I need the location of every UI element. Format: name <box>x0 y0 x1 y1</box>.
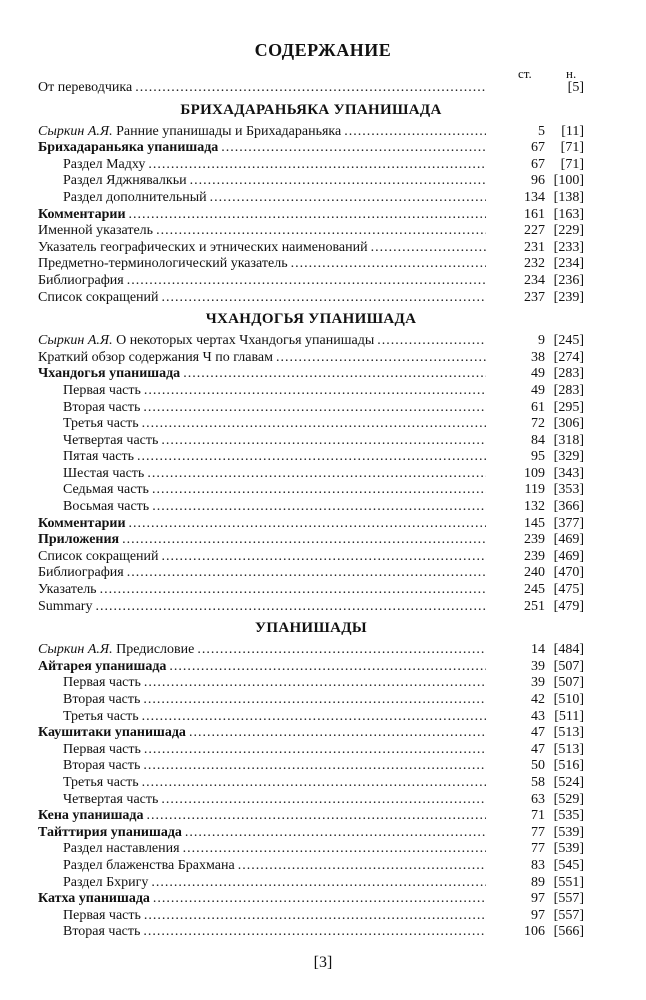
toc-entry-original-page: [234] <box>553 256 584 272</box>
dot-leader <box>144 383 486 400</box>
toc-entry-text: Комментарии <box>38 515 126 531</box>
toc-entry-title <box>63 466 144 483</box>
section-heading: УПАНИШАДЫ <box>255 620 367 637</box>
toc-entry-page: 232 <box>524 256 545 272</box>
toc-entry <box>38 775 584 792</box>
dot-leader <box>156 223 486 240</box>
toc-entry-page: 58 <box>531 774 545 790</box>
toc-entry-original-page: [11] <box>561 123 584 139</box>
toc-entry-original-page: [545] <box>553 857 584 873</box>
toc-entry-original-page: [469] <box>553 548 584 564</box>
toc-entry <box>38 709 584 726</box>
toc-entry-text: Summary <box>38 598 93 614</box>
toc-entry <box>38 223 584 240</box>
toc-entry <box>38 449 584 466</box>
toc-entry-page: 67 <box>531 156 545 172</box>
toc-entry-original-page: [274] <box>553 349 584 365</box>
toc-entry <box>38 240 584 257</box>
toc-entry-page: 49 <box>531 366 545 382</box>
toc-entry <box>38 875 584 892</box>
toc-entry-text: Список сокращений <box>38 289 159 305</box>
toc-entry <box>38 516 584 533</box>
toc-entry <box>38 532 584 549</box>
toc-entry-title <box>38 532 119 549</box>
toc-entry-page: 77 <box>531 824 545 840</box>
toc-entry <box>38 758 584 775</box>
toc-entry-title <box>63 875 148 892</box>
toc-entry <box>38 549 584 566</box>
toc-entry-title <box>38 808 144 825</box>
toc-entry-title <box>63 499 149 516</box>
toc-entry-title <box>63 675 141 692</box>
dot-leader <box>210 190 486 207</box>
toc-entry-page: 96 <box>531 173 545 189</box>
toc-entry-text: Указатель географических и этнических наименований <box>38 239 368 255</box>
dot-leader <box>122 532 486 549</box>
toc-entry-text: Пятая часть <box>63 449 134 465</box>
toc-entry-text: Раздел Мадху <box>63 156 146 172</box>
dot-leader <box>377 333 486 350</box>
toc-entry-text: Вторая часть <box>63 692 141 707</box>
dot-leader <box>344 124 486 141</box>
dot-leader <box>151 875 486 892</box>
toc-entry-text: Ранние упанишады и Брихадараньяка <box>112 123 342 139</box>
dot-leader <box>152 499 486 516</box>
toc-entry-title <box>38 516 126 533</box>
toc-entry-page: 234 <box>524 272 545 288</box>
toc-entry <box>38 742 584 759</box>
toc-entry-title <box>38 124 341 141</box>
toc-entry-page: 109 <box>524 465 545 481</box>
toc-entry-page: 43 <box>531 708 545 724</box>
toc-entry-page: 245 <box>524 582 545 598</box>
toc-entry-title <box>63 792 158 809</box>
toc-entry-page: 9 <box>538 333 545 349</box>
toc-entry-text: Третья часть <box>63 708 139 724</box>
dot-leader <box>183 366 486 383</box>
toc-entry-original-page: [239] <box>553 289 584 305</box>
toc-entry-text: Указатель <box>38 582 97 598</box>
toc-entry-title <box>38 565 124 582</box>
dot-leader <box>143 400 486 417</box>
dot-leader <box>148 157 486 174</box>
toc-entry-author: Сыркин А.Я. <box>38 642 113 658</box>
toc-entry-page: 161 <box>524 206 545 222</box>
toc-entry <box>38 290 584 307</box>
toc-entry-original-page: [245] <box>553 333 584 349</box>
column-header-page: ст. <box>518 66 532 81</box>
toc-entry-original-page: [479] <box>553 598 584 614</box>
toc-entry <box>38 466 584 483</box>
toc-entry-page: 5 <box>538 123 545 139</box>
dot-leader <box>129 516 486 533</box>
toc-entry-page: 39 <box>531 675 545 691</box>
toc-entry-text: Кена упанишада <box>38 808 144 824</box>
toc-entry-text: Раздел наставления <box>63 841 180 857</box>
toc-entry-original-page: [557] <box>553 907 584 923</box>
dot-leader <box>152 482 486 499</box>
toc-entry-text: Катха упанишада <box>38 891 150 907</box>
toc-entry-title <box>63 190 207 207</box>
toc-entry-original-page: [469] <box>553 532 584 548</box>
toc-entry-title <box>38 290 159 307</box>
toc-entry-page: 145 <box>524 515 545 531</box>
toc-entry-original-page: [71] <box>560 140 584 156</box>
toc-entry-text: Раздел Яджнявалкьи <box>63 173 187 189</box>
toc-entry-page: 251 <box>524 598 545 614</box>
toc-entry-text: Тайттирия упанишада <box>38 824 182 840</box>
toc-entry-original-page: [295] <box>553 399 584 415</box>
toc-entry-original-page: [138] <box>553 189 584 205</box>
toc-entry-page: 67 <box>531 140 545 156</box>
toc-entry <box>38 124 584 141</box>
dot-leader <box>137 449 486 466</box>
toc-entry-text: Третья часть <box>63 774 139 790</box>
toc-entry-text: Вторая часть <box>63 399 141 415</box>
toc-entry-title <box>63 742 141 759</box>
toc-entry-original-page: [5] <box>567 80 584 95</box>
toc-entry-page: 134 <box>524 189 545 205</box>
toc-entry-text: Каушитаки упанишада <box>38 725 186 741</box>
toc-entry-title <box>63 858 235 875</box>
toc-entry <box>38 256 584 273</box>
toc-entry-page: 231 <box>524 239 545 255</box>
toc-entry-original-page: [100] <box>553 173 584 189</box>
toc-entry-text: Библиография <box>38 565 124 581</box>
toc-entry-title <box>38 223 153 240</box>
toc-entry <box>38 792 584 809</box>
toc-entry-title <box>38 825 182 842</box>
toc-entry-original-page: [306] <box>553 416 584 432</box>
toc-entry-title <box>38 659 166 676</box>
toc-entry-text: Раздел дополнительный <box>63 189 207 205</box>
dot-leader <box>185 825 486 842</box>
toc-entry-page: 97 <box>531 907 545 923</box>
toc-entry-author: Сыркин А.Я. <box>38 333 113 349</box>
toc-entry-original-page: [229] <box>553 223 584 239</box>
dot-leader <box>143 692 486 709</box>
toc-entry-original-page: [233] <box>553 239 584 255</box>
dot-leader <box>144 675 486 692</box>
dot-leader <box>144 908 486 925</box>
toc-entry-original-page: [343] <box>553 465 584 481</box>
toc-entry-text: Комментарии <box>38 206 126 222</box>
toc-entry <box>38 157 584 174</box>
toc-entry-title <box>63 924 140 941</box>
dot-leader <box>291 256 486 273</box>
toc-entry-title <box>63 482 149 499</box>
toc-entry-title <box>38 599 92 616</box>
toc-entry-title <box>38 725 186 742</box>
toc-entry <box>38 80 584 97</box>
toc-entry-original-page: [163] <box>553 206 584 222</box>
toc-entry-text: Шестая часть <box>63 465 145 481</box>
toc-entry <box>38 173 584 190</box>
toc-entry-original-page: [71] <box>560 156 584 172</box>
toc-entry-original-page: [566] <box>553 924 584 940</box>
dot-leader <box>371 240 486 257</box>
toc-entry-title <box>38 366 180 383</box>
toc-entry <box>38 841 584 858</box>
toc-entry <box>38 565 584 582</box>
toc-entry-original-page: [507] <box>553 675 584 691</box>
toc-entry-text: Третья часть <box>63 416 139 432</box>
toc-entry-original-page: [516] <box>553 758 584 774</box>
toc-entry-text: Краткий обзор содержания Ч по главам <box>38 349 273 365</box>
toc-entry <box>38 825 584 842</box>
toc-entry <box>38 858 584 875</box>
toc-entry-original-page: [524] <box>553 774 584 790</box>
toc-entry-text: Седьмая часть <box>63 482 149 498</box>
toc-entry-original-page: [353] <box>553 482 584 498</box>
toc-entry-text: Первая часть <box>63 907 141 923</box>
dot-leader <box>135 80 486 97</box>
toc-entry-original-page: [539] <box>553 841 584 857</box>
page-number-footer: [3] <box>313 954 333 971</box>
page-title: СОДЕРЖАНИЕ <box>254 40 392 60</box>
toc-entry-text: Айтарея упанишада <box>38 658 167 674</box>
toc-entry-title <box>63 908 141 925</box>
toc-entry-page: 119 <box>524 482 545 498</box>
toc-entry-title <box>63 157 145 174</box>
dot-leader <box>162 549 486 566</box>
toc-entry-page: 47 <box>531 725 545 741</box>
toc-entry-original-page: [539] <box>553 824 584 840</box>
toc-entry-title <box>38 80 132 97</box>
toc-entry-title <box>63 775 139 792</box>
toc-entry-text: Библиография <box>38 272 124 288</box>
dot-leader <box>129 207 486 224</box>
toc-entry-text: Приложения <box>38 532 120 548</box>
toc-entry-text: От переводчика <box>38 80 133 95</box>
toc-entry-text: Предметно-терминологический указатель <box>38 256 288 272</box>
toc-entry-page: 47 <box>531 741 545 757</box>
toc-entry-page: 49 <box>531 382 545 398</box>
toc-entry-text: Первая часть <box>63 741 141 757</box>
dot-leader <box>142 416 486 433</box>
dot-leader <box>161 792 486 809</box>
toc-entry <box>38 642 584 659</box>
toc-entry-text: Четвертая часть <box>63 791 159 807</box>
toc-entry-original-page: [507] <box>553 658 584 674</box>
toc-entry <box>38 383 584 400</box>
toc-entry-page: 83 <box>531 857 545 873</box>
toc-entry-title <box>38 549 159 566</box>
dot-leader <box>127 273 486 290</box>
dot-leader <box>189 725 486 742</box>
dot-leader <box>238 858 486 875</box>
toc-entry <box>38 273 584 290</box>
toc-entry-title <box>38 140 218 157</box>
toc-entry-page: 106 <box>524 924 545 940</box>
toc-entry-text: Вторая часть <box>63 924 141 940</box>
toc-entry <box>38 207 584 224</box>
toc-entry-original-page: [551] <box>553 874 584 890</box>
dot-leader <box>143 924 486 941</box>
toc-entry-original-page: [283] <box>553 366 584 382</box>
toc-entry-page: 14 <box>531 642 545 658</box>
toc-entry-page: 38 <box>531 349 545 365</box>
dot-leader <box>142 709 486 726</box>
toc-entry <box>38 366 584 383</box>
toc-entry <box>38 333 584 350</box>
toc-entry-title <box>63 841 180 858</box>
toc-entry-text: Список сокращений <box>38 548 159 564</box>
toc-entry-title <box>63 449 134 466</box>
toc-entry-original-page: [511] <box>554 708 584 724</box>
column-header-npage: н. <box>566 66 577 81</box>
toc-entry-text: Первая часть <box>63 675 141 691</box>
toc-entry-page: 77 <box>531 841 545 857</box>
dot-leader <box>161 433 486 450</box>
toc-entry-page: 39 <box>531 658 545 674</box>
toc-entry <box>38 433 584 450</box>
toc-entry-title <box>63 173 187 190</box>
dot-leader <box>142 775 486 792</box>
toc-entry <box>38 599 584 616</box>
toc-entry <box>38 659 584 676</box>
toc-entry-original-page: [510] <box>553 692 584 707</box>
toc-entry-text: О некоторых чертах Чхандогья упанишады <box>112 333 375 349</box>
toc-entry-original-page: [366] <box>553 499 584 515</box>
toc-entry-text: Первая часть <box>63 382 141 398</box>
toc-entry-page: 84 <box>531 432 545 448</box>
toc-entry <box>38 582 584 599</box>
dot-leader <box>183 841 486 858</box>
toc-entry-title <box>63 692 140 709</box>
dot-leader <box>95 599 486 616</box>
toc-entry-original-page: [484] <box>553 642 584 658</box>
toc-entry-title <box>38 582 97 599</box>
toc-entry-original-page: [329] <box>553 449 584 465</box>
dot-leader <box>276 350 486 367</box>
toc-entry <box>38 350 584 367</box>
toc-entry-page: 239 <box>524 548 545 564</box>
table-of-contents <box>38 80 584 941</box>
toc-entry-original-page: [283] <box>553 382 584 398</box>
dot-leader <box>190 173 486 190</box>
dot-leader <box>127 565 486 582</box>
toc-entry-title <box>38 891 150 908</box>
toc-entry-title <box>38 207 126 224</box>
toc-entry-text: Раздел Бхригу <box>63 874 149 890</box>
toc-entry-page: 72 <box>531 416 545 432</box>
toc-entry-page: 237 <box>524 289 545 305</box>
toc-entry-page: 132 <box>524 499 545 515</box>
toc-entry-original-page: [318] <box>553 432 584 448</box>
section-heading: ЧХАНДОГЬЯ УПАНИШАДА <box>205 311 417 328</box>
toc-entry-original-page: [513] <box>553 741 584 757</box>
toc-entry-text: Вторая часть <box>63 758 141 774</box>
toc-entry <box>38 924 584 941</box>
toc-entry <box>38 140 584 157</box>
toc-entry <box>38 675 584 692</box>
toc-entry-text: Чхандогья упанишада <box>38 366 181 382</box>
toc-entry-title <box>38 350 273 367</box>
dot-leader <box>147 466 486 483</box>
toc-entry-text: Именной указатель <box>38 223 154 239</box>
toc-entry-page: 42 <box>531 692 545 707</box>
toc-entry-title <box>38 333 374 350</box>
toc-entry <box>38 725 584 742</box>
toc-entry-original-page: [470] <box>553 565 584 581</box>
toc-entry-title <box>38 642 194 659</box>
toc-entry-original-page: [535] <box>553 808 584 824</box>
toc-entry-original-page: [513] <box>553 725 584 741</box>
toc-entry-page: 227 <box>524 223 545 239</box>
dot-leader <box>169 659 486 676</box>
toc-entry <box>38 908 584 925</box>
toc-entry-title <box>63 383 141 400</box>
toc-entry-original-page: [377] <box>553 515 584 531</box>
toc-entry-original-page: [475] <box>553 582 584 598</box>
toc-entry-original-page: [529] <box>553 791 584 807</box>
toc-entry-text: Восьмая часть <box>63 499 150 515</box>
toc-entry-page: 240 <box>524 565 545 581</box>
toc-entry <box>38 692 584 709</box>
dot-leader <box>100 582 486 599</box>
toc-entry-text: Раздел блаженства Брахмана <box>63 857 235 873</box>
toc-entry-original-page: [557] <box>553 891 584 907</box>
toc-entry-title <box>38 256 288 273</box>
toc-entry-title <box>63 416 139 433</box>
toc-entry-author: Сыркин А.Я. <box>38 123 113 139</box>
toc-entry-title <box>38 240 368 257</box>
dot-leader <box>144 742 486 759</box>
toc-entry-page: 50 <box>531 758 545 774</box>
toc-entry-page: 95 <box>531 449 545 465</box>
dot-leader <box>143 758 486 775</box>
toc-entry <box>38 499 584 516</box>
toc-entry-page: 239 <box>524 532 545 548</box>
section-heading: БРИХАДАРАНЬЯКА УПАНИШАДА <box>180 101 442 118</box>
toc-entry-title <box>63 758 140 775</box>
toc-entry-title <box>63 433 158 450</box>
toc-entry-page: 89 <box>531 874 545 890</box>
toc-entry <box>38 400 584 417</box>
dot-leader <box>153 891 486 908</box>
toc-entry-text: Брихадараньяка упанишада <box>38 140 219 156</box>
toc-entry <box>38 891 584 908</box>
toc-entry-page: 63 <box>531 791 545 807</box>
toc-entry <box>38 416 584 433</box>
dot-leader <box>221 140 486 157</box>
toc-entry-text: Четвертая часть <box>63 432 159 448</box>
dot-leader <box>162 290 486 307</box>
toc-entry-text: Предисловие <box>112 642 195 658</box>
toc-entry-title <box>63 400 140 417</box>
toc-entry-page: 61 <box>531 399 545 415</box>
toc-entry <box>38 808 584 825</box>
toc-entry <box>38 190 584 207</box>
toc-entry-page: 97 <box>531 891 545 907</box>
dot-leader <box>197 642 486 659</box>
toc-entry-title <box>38 273 124 290</box>
dot-leader <box>147 808 487 825</box>
toc-entry <box>38 482 584 499</box>
toc-entry-page: 71 <box>531 808 545 824</box>
toc-entry-original-page: [236] <box>553 272 584 288</box>
toc-entry-title <box>63 709 139 726</box>
